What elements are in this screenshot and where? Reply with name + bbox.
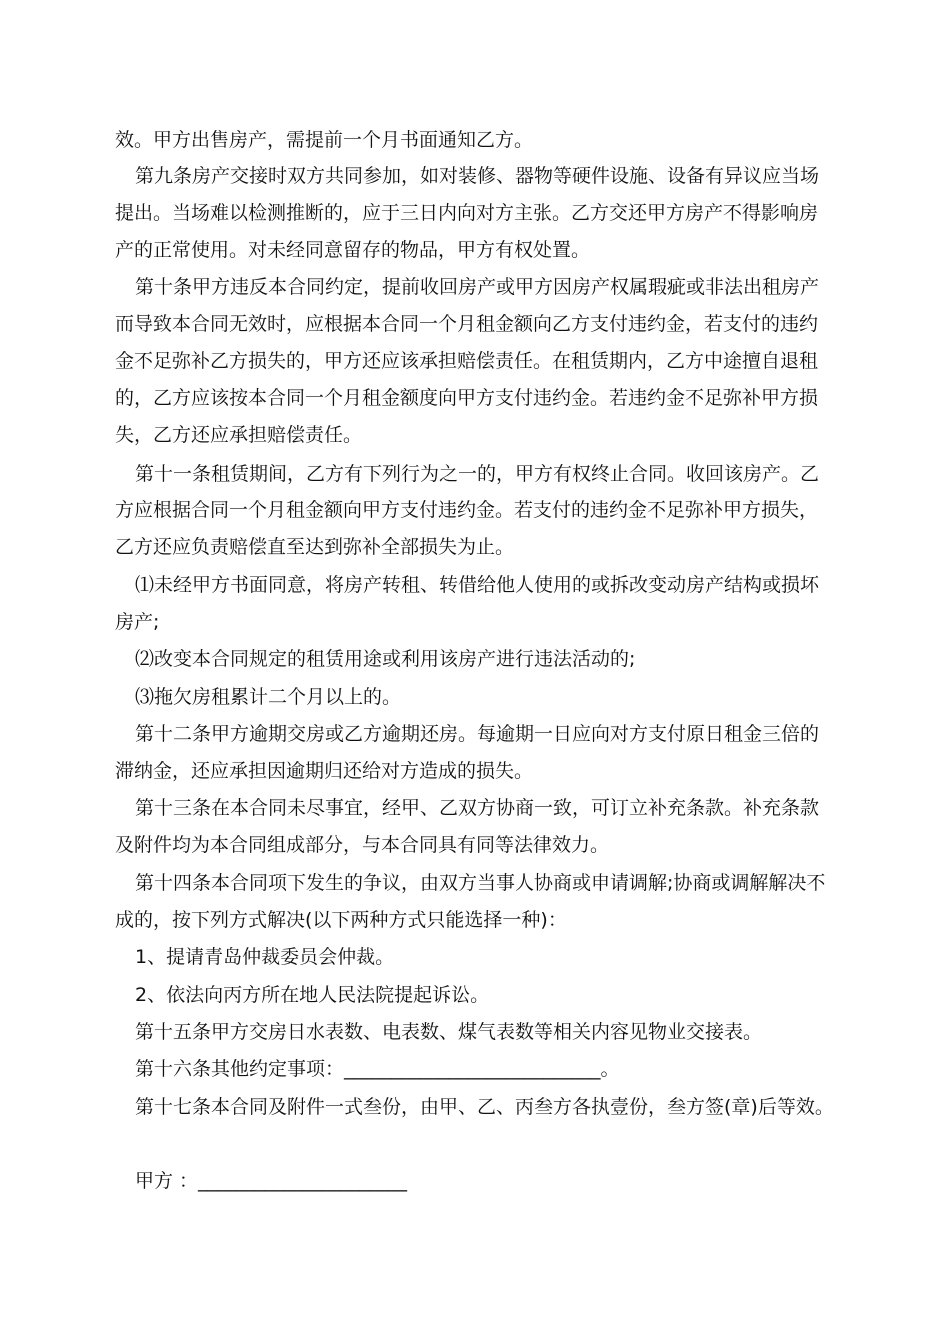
- text-line: 成的，按下列方式解决(以下两种方式只能选择一种)：: [115, 909, 567, 931]
- signature-line-party-a: 甲方 ：______________________: [135, 1170, 408, 1192]
- text-line: 第十二条甲方逾期交房或乙方逾期还房。每逾期一日应向对方支付原日租金三倍的: [135, 723, 820, 745]
- text-line: 第十六条其他约定事项：___________________________。: [135, 1058, 620, 1080]
- text-line: ⑵改变本合同规定的租赁用途或利用该房产进行违法活动的;: [135, 648, 636, 670]
- text-line: 的，乙方应该按本合同一个月租金额度向甲方支付违约金。若违约金不足弥补甲方损: [115, 387, 819, 409]
- text-line: 第九条房产交接时双方共同参加，如对装修、器物等硬件设施、设备有异议应当场: [135, 165, 820, 187]
- text-line: 第十条甲方违反本合同约定，提前收回房产或甲方因房产权属瑕疵或非法出租房产: [135, 276, 820, 298]
- text-line: 产的正常使用。对未经同意留存的物品，甲方有权处置。: [115, 239, 591, 261]
- text-line: 方应根据合同一个月租金额向甲方支付违约金。若支付的违约金不足弥补甲方损失，: [115, 499, 819, 521]
- text-line: ⑴未经甲方书面同意，将房产转租、转借给他人使用的或拆改变动房产结构或损坏: [135, 574, 820, 596]
- text-line: 金不足弥补乙方损失的，甲方还应该承担赔偿责任。在租赁期内，乙方中途擅自退租: [115, 350, 819, 372]
- text-line: 及附件均为本合同组成部分，与本合同具有同等法律效力。: [115, 834, 610, 856]
- text-line: 滞纳金，还应承担因逾期归还给对方造成的损失。: [115, 760, 534, 782]
- text-line: 第十一条租赁期间，乙方有下列行为之一的，甲方有权终止合同。收回该房产。乙: [135, 463, 820, 485]
- text-line: 而导致本合同无效时，应根据本合同一个月租金额向乙方支付违约金，若支付的违约: [115, 313, 819, 335]
- text-line: ⑶拖欠房租累计二个月以上的。: [135, 686, 402, 708]
- text-line: 第十五条甲方交房日水表数、电表数、煤气表数等相关内容见物业交接表。: [135, 1021, 763, 1043]
- text-line: 2、依法向丙方所在地人民法院提起诉讼。: [135, 984, 490, 1006]
- text-line: 效。甲方出售房产，需提前一个月书面通知乙方。: [115, 129, 534, 151]
- text-line: 1、提请青岛仲裁委员会仲裁。: [135, 946, 395, 968]
- text-line: 提出。当场难以检测推断的，应于三日内向对方主张。乙方交还甲方房产不得影响房: [115, 202, 819, 224]
- text-line: 第十三条在本合同未尽事宜，经甲、乙双方协商一致，可订立补充条款。补充条款: [135, 797, 820, 819]
- text-line: 乙方还应负责赔偿直至达到弥补全部损失为止。: [115, 536, 515, 558]
- text-line: 第十四条本合同项下发生的争议，由双方当事人协商或申请调解;协商或调解解决不: [135, 872, 826, 894]
- text-line: 第十七条本合同及附件一式叁份，由甲、乙、丙叁方各执壹份，叁方签(章)后等效。: [135, 1096, 834, 1118]
- text-line: 房产;: [115, 611, 160, 633]
- text-line: 失，乙方还应承担赔偿责任。: [115, 424, 363, 446]
